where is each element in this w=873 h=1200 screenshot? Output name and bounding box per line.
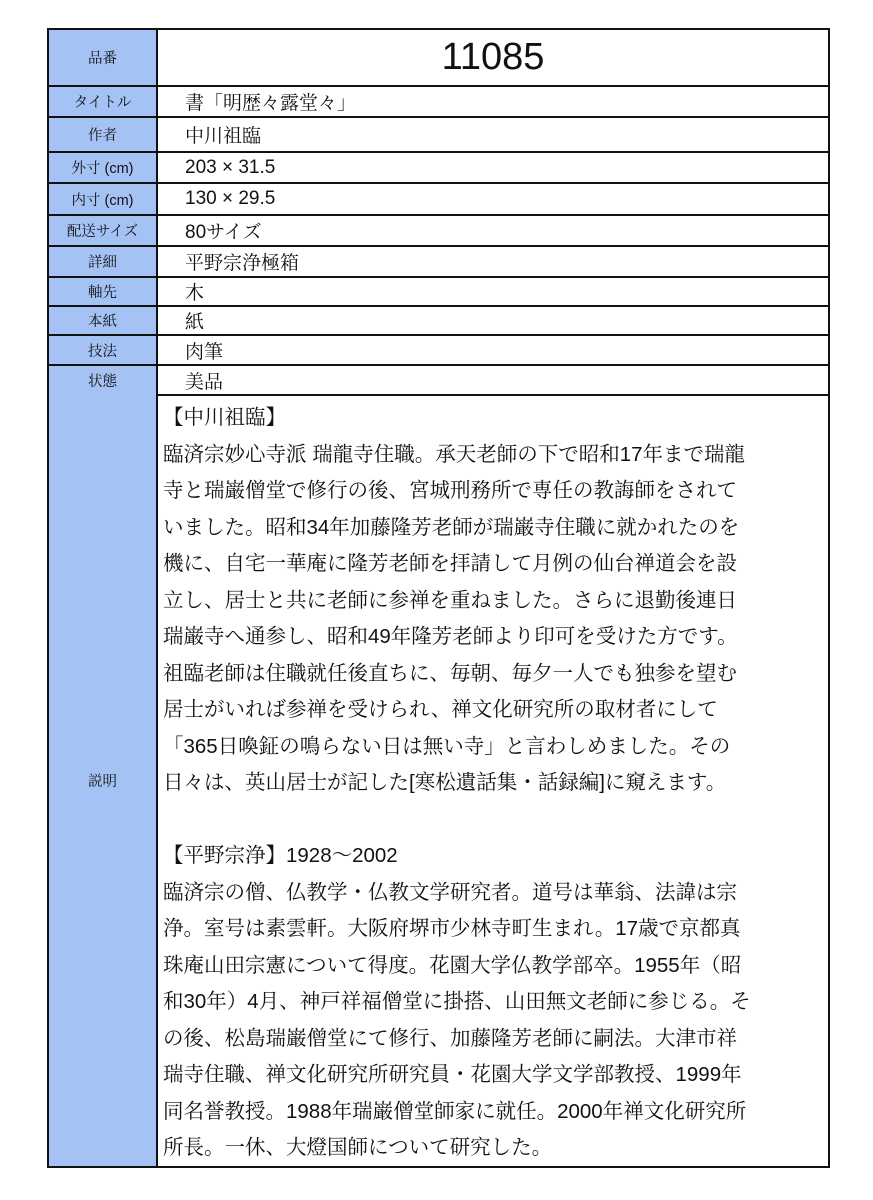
description-line: いました。昭和34年加藤隆芳老師が瑞巌寺住職に就かれたのを bbox=[163, 515, 740, 539]
table-row bbox=[49, 278, 828, 307]
description-line: 寺と瑞巌僧堂で修行の後、宮城刑務所で専任の教誨師をされて bbox=[163, 479, 737, 502]
row-label: タイトル bbox=[49, 87, 158, 116]
product-number: 11085 bbox=[441, 36, 545, 78]
row-label: 作者 bbox=[49, 118, 158, 151]
description-line: 所長。一休、大燈国師について研究した。 bbox=[163, 1136, 553, 1159]
row-value: 書「明歴々露堂々」 bbox=[185, 93, 357, 114]
row-label: 外寸 (cm) bbox=[49, 153, 158, 182]
row-value: 130 × 29.5 bbox=[185, 188, 276, 209]
table-row bbox=[49, 366, 828, 396]
description-line: 浄。室号は素雲軒。大阪府堺市少林寺町生まれ。17歳で京都真 bbox=[163, 917, 741, 940]
row-label: 品番 bbox=[49, 30, 158, 85]
table-row bbox=[49, 153, 828, 184]
table-row bbox=[49, 336, 828, 366]
description-line: 臨済宗の僧、仏教学・仏教文学研究者。道号は華翁、法諱は宗 bbox=[163, 880, 737, 904]
row-value: 平野宗浄極箱 bbox=[185, 253, 300, 274]
description-line: 【中川祖臨】 bbox=[163, 406, 286, 429]
description-line: 同名誉教授。1988年瑞巌僧堂師家に就任。2000年禅文化研究所 bbox=[163, 1099, 747, 1123]
description-line: 立し、居士と共に老師に参禅を重ねました。さらに退勤後連日 bbox=[163, 588, 737, 612]
table-row bbox=[49, 184, 828, 216]
description-line: 「365日喚鉦の鳴らない日は無い寺」と言わしめました。その bbox=[163, 734, 731, 758]
table-row bbox=[49, 87, 828, 118]
table-row bbox=[49, 307, 828, 336]
row-label: 本紙 bbox=[49, 307, 158, 334]
description-line: 瑞寺住職、禅文化研究所研究員・花園大学文学部教授、1999年 bbox=[163, 1063, 742, 1086]
row-value: 肉筆 bbox=[185, 341, 224, 363]
description-line: 臨済宗妙心寺派 瑞龍寺住職。承天老師の下で昭和17年まで瑞龍 bbox=[163, 442, 745, 466]
table-row bbox=[49, 216, 828, 247]
row-value: 美品 bbox=[185, 371, 224, 393]
description-row bbox=[49, 394, 828, 1166]
row-label: 内寸 (cm) bbox=[49, 184, 158, 214]
description-line: 【平野宗浄】1928～2002 bbox=[163, 844, 398, 867]
row-value: 中川祖臨 bbox=[185, 126, 262, 147]
description-line: 瑞巌寺へ通参し、昭和49年隆芳老師より印可を受けた方です。 bbox=[163, 625, 738, 648]
table-row bbox=[49, 30, 828, 87]
row-label: 状態 bbox=[49, 366, 158, 394]
row-label: 軸先 bbox=[49, 278, 158, 305]
table-row bbox=[49, 247, 828, 278]
row-value: 203 × 31.5 bbox=[185, 156, 276, 178]
description-line: 和30年）4月、神戸祥福僧堂に掛搭、山田無文老師に参じる。そ bbox=[163, 990, 751, 1013]
product-info-table bbox=[47, 28, 830, 1168]
row-value: 紙 bbox=[185, 312, 205, 333]
description-line bbox=[163, 802, 828, 839]
description-line: 日々は、英山居士が記した[寒松遺話集・話録編]に窺えます。 bbox=[163, 771, 727, 794]
table-row bbox=[49, 118, 828, 153]
row-value: 80サイズ bbox=[185, 222, 262, 243]
description-line: 祖臨老師は住職就任後直ちに、毎朝、毎夕一人でも独参を望む bbox=[163, 661, 737, 685]
description-line: 機に、自宅一華庵に隆芳老師を拝請して月例の仙台禅道会を設 bbox=[163, 552, 737, 575]
row-label: 技法 bbox=[49, 336, 158, 364]
description-line: 珠庵山田宗憲について得度。花園大学仏教学部卒。1955年（昭 bbox=[163, 953, 742, 977]
row-value: 木 bbox=[185, 283, 205, 304]
description-line: 居士がいれば参禅を受けられ、禅文化研究所の取材者にして bbox=[163, 698, 718, 721]
description-line: の後、松島瑞巌僧堂にて修行、加藤隆芳老師に嗣法。大津市祥 bbox=[163, 1026, 737, 1050]
description-label: 説明 bbox=[49, 394, 158, 1166]
row-label: 配送サイズ bbox=[49, 216, 158, 245]
description-text bbox=[158, 394, 828, 1166]
row-label: 詳細 bbox=[49, 247, 158, 276]
